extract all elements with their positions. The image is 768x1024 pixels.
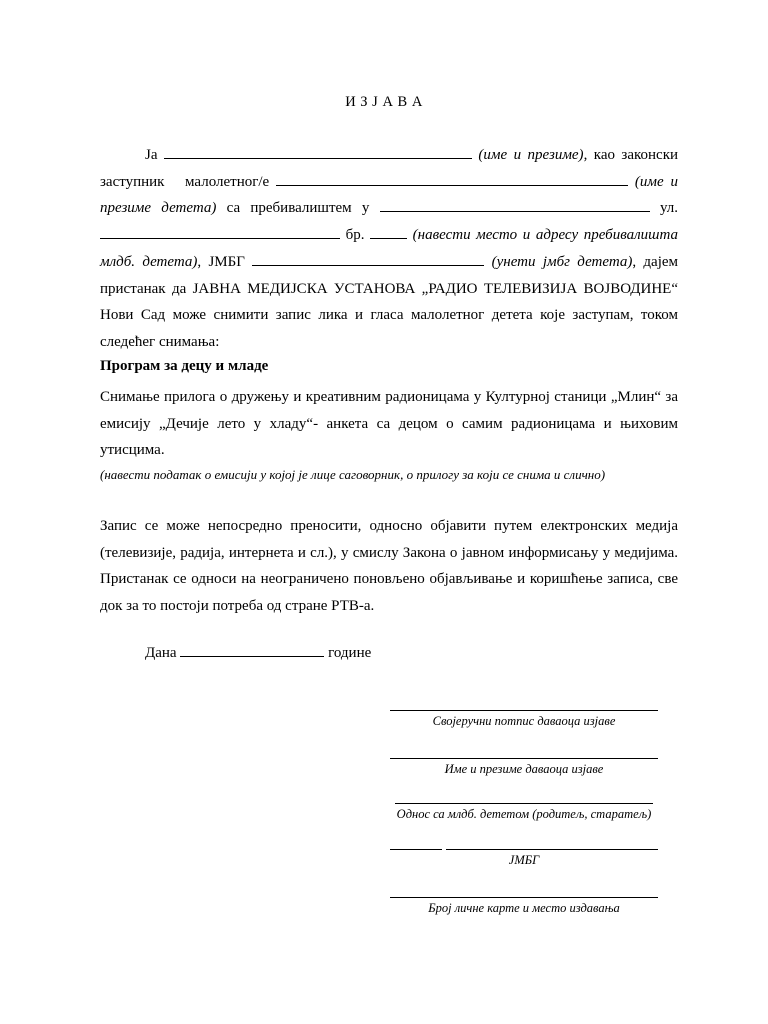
full-name-block — [390, 758, 658, 777]
zastupnik-text: заступник малолетног/е — [100, 173, 270, 190]
consent-line-8: следећег снимања: — [100, 333, 220, 350]
jmbg-hint: (унети јмбг детета) — [491, 253, 633, 270]
program-note: (навести податак о емисији у којој је лице саговорник, о прилогу за који се снима и слично) — [100, 467, 606, 482]
street-label: ул. — [659, 200, 679, 217]
consent-line-7: Нови Сад може снимити запис лика и гласа малолетног детета које заступам, током — [100, 307, 678, 324]
id-card-line[interactable] — [390, 897, 658, 898]
program-description: Снимање прилога о дружењу и креативним радионицама у Културној станици „Млин“ за емисију „Дечије лето у хладу“- анкета са децом о самим радионицама и њиховим утисцима. — [100, 389, 678, 459]
consent-paragraph — [100, 142, 678, 356]
full-name-line[interactable] — [390, 758, 658, 759]
relation-block — [395, 803, 653, 822]
number-blank[interactable] — [370, 224, 407, 239]
jmbg-signature-label: ЈМБГ — [508, 853, 540, 867]
dana-label: Дана — [145, 645, 177, 661]
full-name-label: Име и презиме даваоца изјаве — [444, 762, 604, 776]
usage-paragraph: Запис се може непосредно преносити, односно објавити путем електронских медија (телевизије, радија, интернета и сл.), у смислу Закона о јавном информисању у медијима. Пристанак се односи на неограничено поновљено објављивање и коришћење записа, све док за то постоји потреба од стране РТВ-а. — [100, 518, 678, 615]
child-name-hint-b: презиме детета) — [100, 200, 217, 217]
signature-block — [390, 710, 658, 729]
godine-label: године — [328, 645, 372, 661]
jmbg-label: , ЈМБГ — [197, 253, 245, 270]
jmbg-block — [390, 849, 658, 868]
program-heading: Програм за децу и младе — [100, 358, 269, 374]
id-card-block — [390, 897, 658, 916]
jmbg-line-short[interactable] — [390, 849, 442, 850]
date-blank[interactable] — [180, 642, 324, 657]
jmbg-blank[interactable] — [252, 251, 484, 266]
consent-line-6: пристанак да ЈАВНА МЕДИЈСКА УСТАНОВА „РАДИО ТЕЛЕВИЗИЈА ВОЈВОДИНЕ“ — [100, 280, 678, 297]
child-name-blank[interactable] — [276, 171, 628, 186]
id-card-label: Број личне карте и место издавања — [428, 901, 620, 915]
residence-blank[interactable] — [380, 197, 650, 212]
number-label: бр. — [345, 227, 365, 244]
residence-hint: (навести место и адресу пребивалишта — [412, 227, 679, 244]
signature-label: Својеручни потпис даваоца изјаве — [432, 714, 616, 728]
relation-label: Однос са млдб. дететом (родитељ, старатељ) — [396, 807, 652, 821]
name-hint: (име и презиме) — [478, 147, 584, 163]
kao-zakonski-text: , као законски — [583, 147, 679, 163]
dajem-text: , дајем — [632, 253, 679, 270]
ja-label: Ја — [145, 147, 158, 163]
name-blank[interactable] — [164, 144, 472, 159]
relation-line[interactable] — [395, 803, 653, 804]
signature-line[interactable] — [390, 710, 658, 711]
document-title: И З Ј А В А — [345, 94, 423, 110]
date-line — [145, 642, 371, 662]
jmbg-lines[interactable] — [390, 849, 658, 850]
jmbg-line-long[interactable] — [446, 849, 658, 850]
street-blank[interactable] — [100, 224, 340, 239]
residence-hint-b: млдб. детета) — [100, 253, 198, 270]
child-name-hint-a: (име и — [634, 173, 679, 190]
residence-text: са пребивалиштем у — [226, 200, 370, 217]
